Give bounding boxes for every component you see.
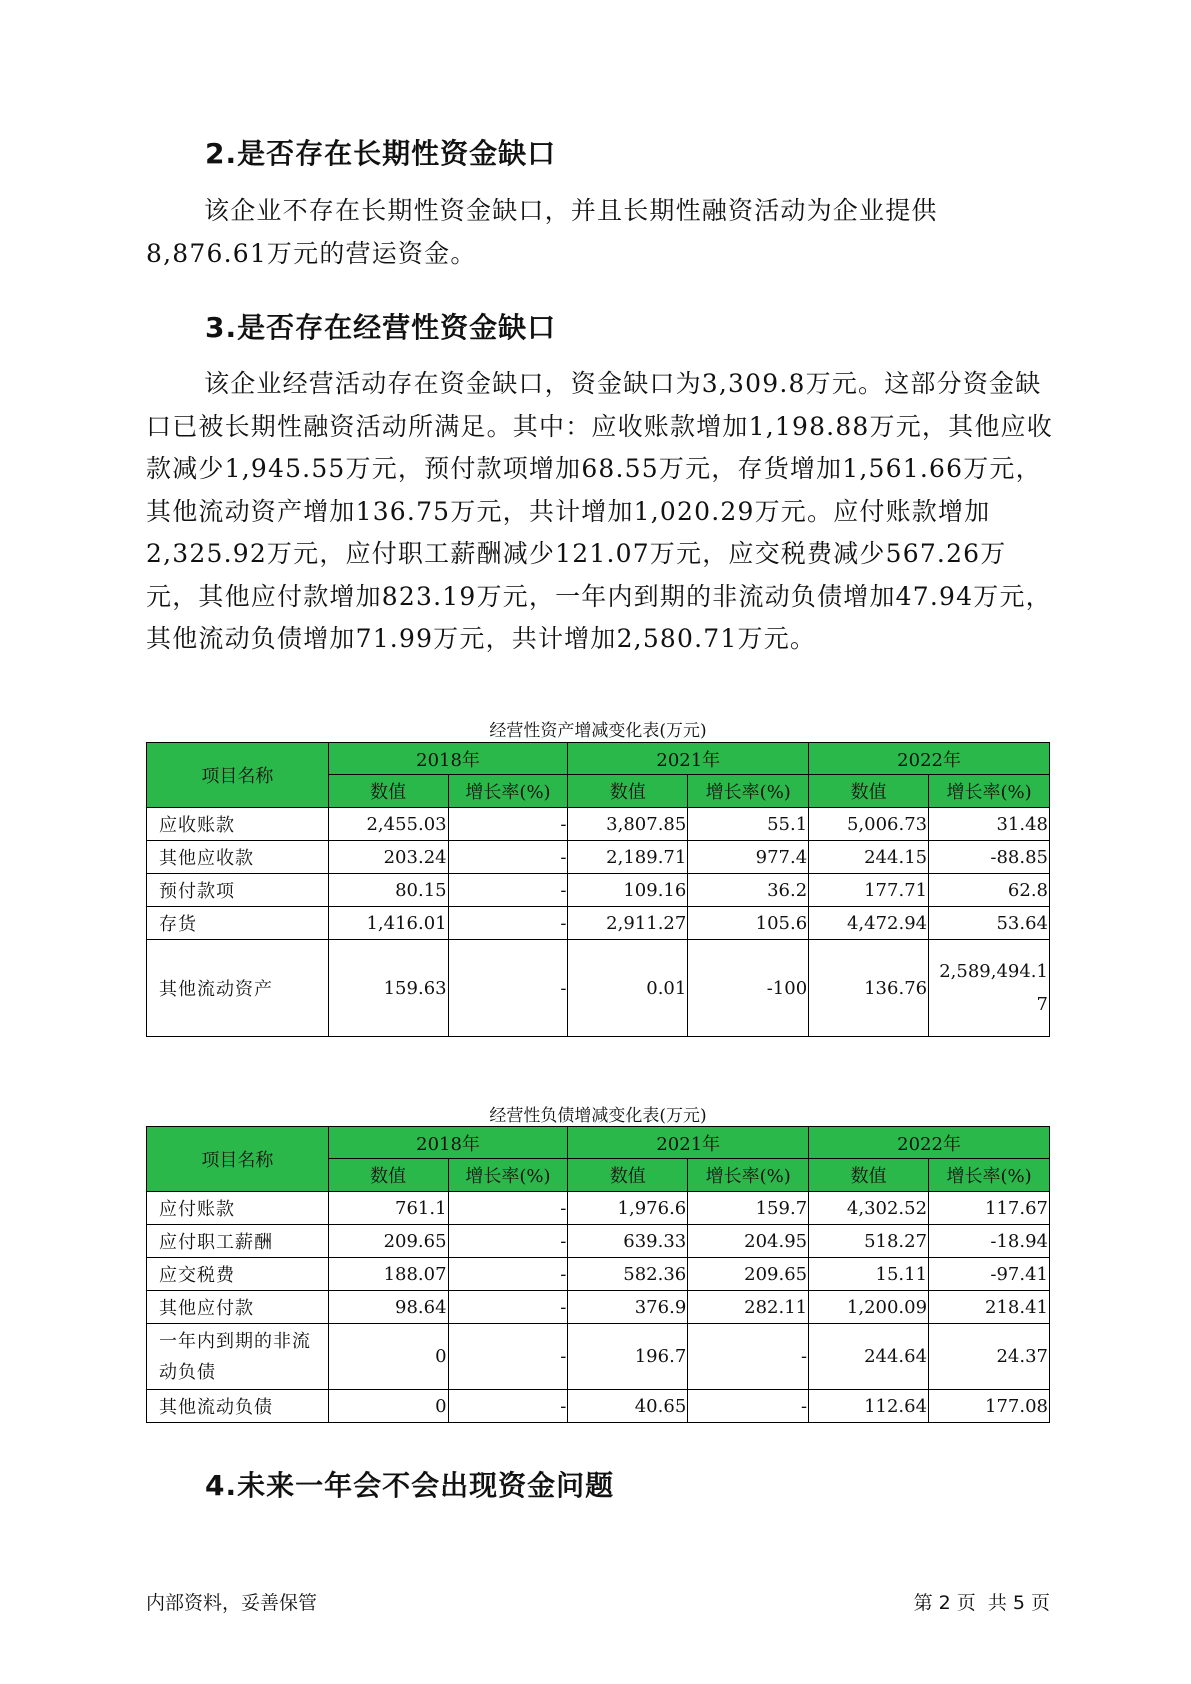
row-label: 存货 [147,907,329,940]
cell: 218.41 [929,1291,1050,1324]
cell: - [448,1192,568,1225]
cell: 209.65 [328,1225,448,1258]
cell: 977.4 [688,841,809,874]
header-year: 2018年 [328,1127,568,1159]
cell: 244.15 [809,841,929,874]
cell: 53.64 [929,907,1050,940]
section-heading-long-term: 2.是否存在长期性资金缺口 [205,137,557,170]
section-heading-next-year: 4.未来一年会不会出现资金问题 [205,1469,615,1502]
footer-page-number: 第 2 页 共 5 页 [913,1592,1050,1614]
header-year: 2021年 [568,743,809,775]
table-row [147,940,1050,1037]
row-label: 应付账款 [147,1192,329,1225]
cell: 188.07 [328,1258,448,1291]
cell: 136.76 [809,940,929,1037]
cell: 62.8 [929,874,1050,907]
header-growth: 增长率(%) [448,1159,568,1192]
header-growth: 增长率(%) [688,775,809,808]
cell: 159.7 [688,1192,809,1225]
cell: 209.65 [688,1258,809,1291]
cell: 24.37 [929,1324,1050,1390]
paragraph-long-term: 该企业不存在长期性资金缺口，并且长期性融资活动为企业提供8,876.61万元的营运资金。 [146,196,938,268]
cell: -88.85 [929,841,1050,874]
cell: 582.36 [568,1258,688,1291]
cell: - [448,1225,568,1258]
row-label: 其他流动负债 [147,1390,329,1423]
cell: -18.94 [929,1225,1050,1258]
row-label: 应付职工薪酬 [147,1225,329,1258]
cell: 2,189.71 [568,841,688,874]
table-row [147,1291,1050,1324]
table-row [147,1390,1050,1423]
header-year: 2022年 [809,1127,1050,1159]
footer-confidential-note: 内部资料，妥善保管 [146,1592,318,1614]
cell: 761.1 [328,1192,448,1225]
assets-table-caption: 经营性资产增减变化表(万元) [489,721,707,741]
cell: 0.01 [568,940,688,1037]
cell: 109.16 [568,874,688,907]
table-row [147,1324,1050,1390]
cell: 40.65 [568,1390,688,1423]
cell: 1,416.01 [328,907,448,940]
cell: 2,455.03 [328,808,448,841]
cell: - [448,808,568,841]
cell: 518.27 [809,1225,929,1258]
header-item-name: 项目名称 [147,743,329,808]
cell: 0 [328,1390,448,1423]
row-label: 其他应收款 [147,841,329,874]
cell: 117.67 [929,1192,1050,1225]
cell: 177.08 [929,1390,1050,1423]
cell: - [448,907,568,940]
row-label: 应收账款 [147,808,329,841]
cell: - [448,1324,568,1390]
cell: 203.24 [328,841,448,874]
cell: 1,200.09 [809,1291,929,1324]
table-row [147,841,1050,874]
header-value: 数值 [568,775,688,808]
cell: 2,911.27 [568,907,688,940]
header-value: 数值 [809,1159,929,1192]
cell: 376.9 [568,1291,688,1324]
cell: 5,006.73 [809,808,929,841]
table-row [147,808,1050,841]
row-label: 预付款项 [147,874,329,907]
header-growth: 增长率(%) [929,1159,1050,1192]
cell: 31.48 [929,808,1050,841]
cell: 0 [328,1324,448,1390]
cell: 639.33 [568,1225,688,1258]
cell: 80.15 [328,874,448,907]
cell: - [448,940,568,1037]
row-label: 其他应付款 [147,1291,329,1324]
header-growth: 增长率(%) [929,775,1050,808]
cell: - [448,1258,568,1291]
cell: 4,302.52 [809,1192,929,1225]
cell: 105.6 [688,907,809,940]
cell: - [448,841,568,874]
header-value: 数值 [809,775,929,808]
liabilities-table [146,1126,1050,1423]
row-label: 一年内到期的非流动负债 [147,1324,329,1390]
header-year: 2022年 [809,743,1050,775]
cell: 1,976.6 [568,1192,688,1225]
header-growth: 增长率(%) [448,775,568,808]
cell: 204.95 [688,1225,809,1258]
cell: 2,589,494.17 [929,940,1050,1037]
table-row [147,874,1050,907]
cell: - [688,1390,809,1423]
section-heading-operating: 3.是否存在经营性资金缺口 [205,311,557,344]
liabilities-table-caption: 经营性负债增减变化表(万元) [489,1106,707,1126]
cell: - [688,1324,809,1390]
cell: 112.64 [809,1390,929,1423]
row-label: 其他流动资产 [147,940,329,1037]
header-year: 2018年 [328,743,568,775]
cell: 3,807.85 [568,808,688,841]
header-value: 数值 [568,1159,688,1192]
row-label: 应交税费 [147,1258,329,1291]
table-row [147,1192,1050,1225]
cell: 196.7 [568,1324,688,1390]
cell: 282.11 [688,1291,809,1324]
header-growth: 增长率(%) [688,1159,809,1192]
assets-table [146,742,1050,1037]
cell: 4,472.94 [809,907,929,940]
cell: -97.41 [929,1258,1050,1291]
header-item-name: 项目名称 [147,1127,329,1192]
table-row [147,907,1050,940]
cell: 55.1 [688,808,809,841]
cell: 15.11 [809,1258,929,1291]
cell: - [448,874,568,907]
cell: 98.64 [328,1291,448,1324]
cell: 177.71 [809,874,929,907]
header-value: 数值 [328,1159,448,1192]
header-year: 2021年 [568,1127,809,1159]
table-row [147,1225,1050,1258]
cell: -100 [688,940,809,1037]
cell: - [448,1291,568,1324]
cell: 159.63 [328,940,448,1037]
table-row [147,1258,1050,1291]
paragraph-operating: 该企业经营活动存在资金缺口，资金缺口为3,309.8万元。这部分资金缺口已被长期性融资活动所满足。其中：应收账款增加1,198.88万元，其他应收款减少1,945.55万元，预付款项增加68.55万元，存货增加1,561.66万元，其他流动资产增加136.75万元，共计增加1,020.29万元。应付账款增加2,325.92万元，应付职工薪酬减少121.07万元，应交税费减少567.26万元，其他应付款增加823.19万元，一年内到期的非流动负债增加47.94万元，其他流动负债增加71.99万元，共计增加2,580.71万元。 [146,369,1053,653]
cell: - [448,1390,568,1423]
header-value: 数值 [328,775,448,808]
cell: 36.2 [688,874,809,907]
cell: 244.64 [809,1324,929,1390]
